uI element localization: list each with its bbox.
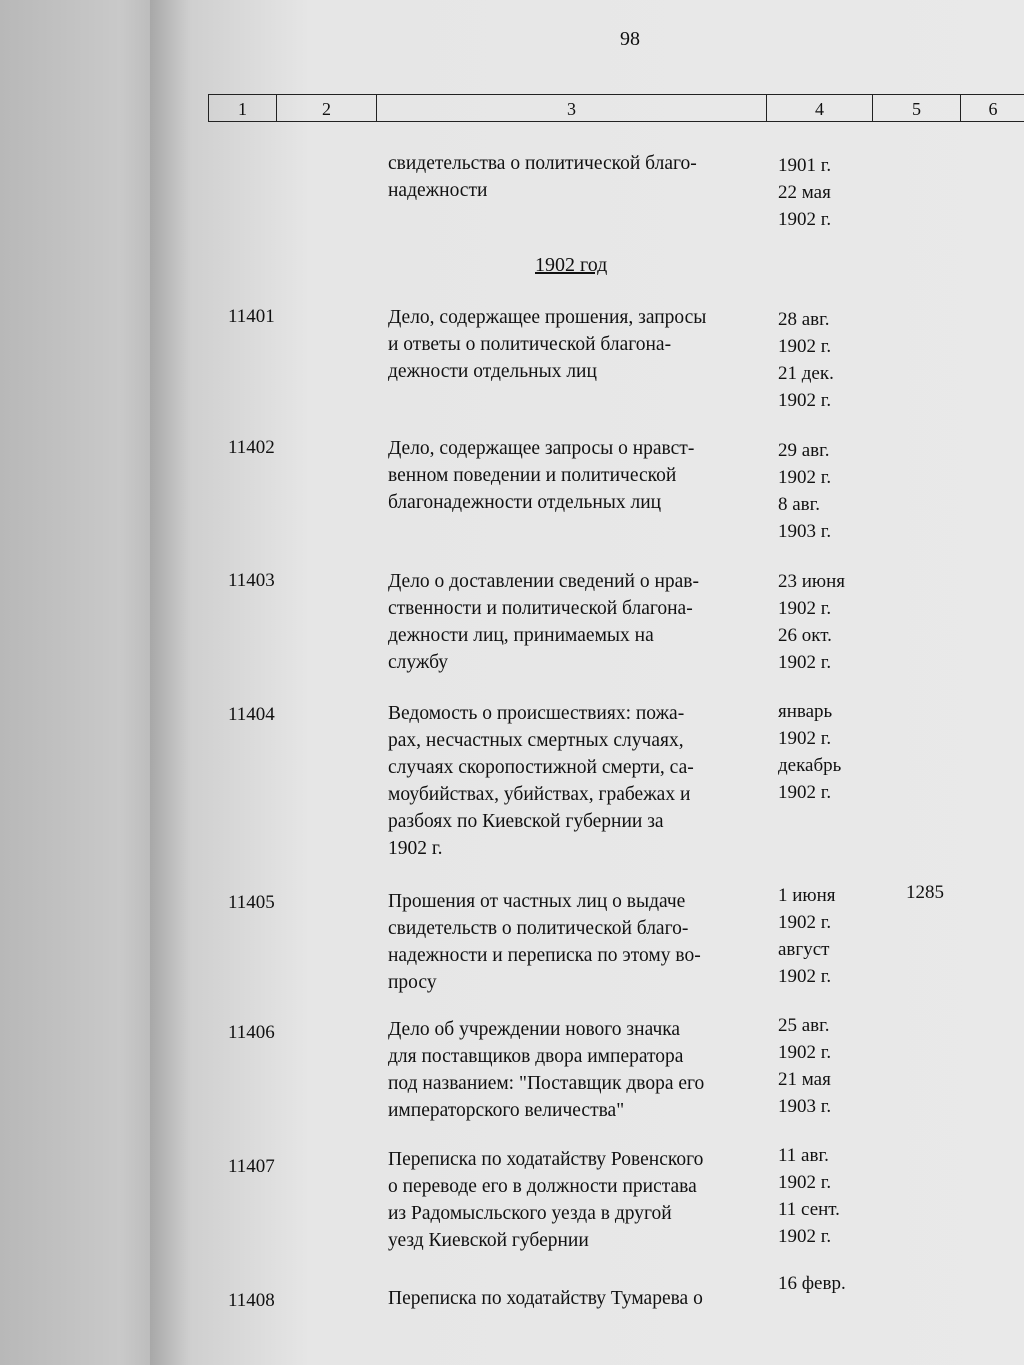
- entry-number: 11402: [228, 437, 275, 458]
- entry-dates: 28 авг. 1902 г. 21 дек. 1902 г.: [778, 309, 834, 411]
- entry-number: 11407: [228, 1156, 275, 1177]
- entry-number: 11403: [228, 570, 275, 591]
- entry-description: Прошения от частных лиц о выдаче свидетельств о политической благо- надежности и переписка по этому во- просу: [388, 891, 701, 993]
- entry-description: Переписка по ходатайству Тумарева о: [388, 1288, 703, 1309]
- entry-dates: январь 1902 г. декабрь 1902 г.: [778, 701, 842, 803]
- entry-number: 11401: [228, 306, 275, 327]
- entry-description: Дело о доставлении сведений о нрав- ственности и политической благона- дежности лиц, принимаемых на службу: [388, 571, 699, 673]
- header-col-1: 1: [209, 95, 277, 121]
- entry-number: 11405: [228, 892, 275, 913]
- entry-description: Дело об учреждении нового значка для поставщиков двора императора под названием: "Поставщик двора его императорского величества": [388, 1019, 705, 1121]
- entry-number: 11406: [228, 1022, 275, 1043]
- entry-dates: 11 авг. 1902 г. 11 сент. 1902 г.: [778, 1145, 840, 1247]
- entry-description: Переписка по ходатайству Ровенского о переводе его в должности пристава из Радомысльского уезда в другой уезд Киевской губернии: [388, 1149, 704, 1251]
- entry-dates: 23 июня 1902 г. 26 окт. 1902 г.: [778, 571, 846, 673]
- entry-number: 11408: [228, 1290, 275, 1311]
- header-col-2: 2: [277, 95, 377, 121]
- header-col-4: 4: [767, 95, 873, 121]
- entry-dates: 29 авг. 1902 г. 8 авг. 1903 г.: [778, 440, 832, 542]
- continuation-dates: 1901 г. 22 мая 1902 г.: [778, 155, 832, 230]
- continuation-text: свидетельства о политической благо- надежности: [388, 153, 697, 201]
- header-col-5: 5: [873, 95, 961, 121]
- entry-dates: 25 авг. 1902 г. 21 мая 1903 г.: [778, 1015, 832, 1117]
- entry-description: Дело, содержащее прошения, запросы и ответы о политической благона- дежности отдельных лиц: [388, 307, 707, 382]
- entry-description: Ведомость о происшествиях: пожа- рах, несчастных смертных случаях, случаях скоропостижной смерти, са- моубийствах, убийствах, грабежах и разбоях по Киевской губернии за 1902 г.: [388, 703, 694, 859]
- entry-sheets: 1285: [906, 882, 944, 903]
- year-heading: 1902 год: [535, 254, 608, 276]
- table-header: [208, 94, 1024, 122]
- entry-number: 11404: [228, 704, 275, 725]
- entry-dates: 1 июня 1902 г. август 1902 г.: [778, 885, 836, 987]
- header-col-3: 3: [377, 95, 767, 121]
- entry-dates: 16 февр.: [778, 1273, 846, 1294]
- header-col-6: 6: [988, 99, 998, 119]
- page-number: 98: [620, 28, 640, 50]
- entry-description: Дело, содержащее запросы о нравст- венном поведении и политической благонадежности отдельных лиц: [388, 438, 695, 513]
